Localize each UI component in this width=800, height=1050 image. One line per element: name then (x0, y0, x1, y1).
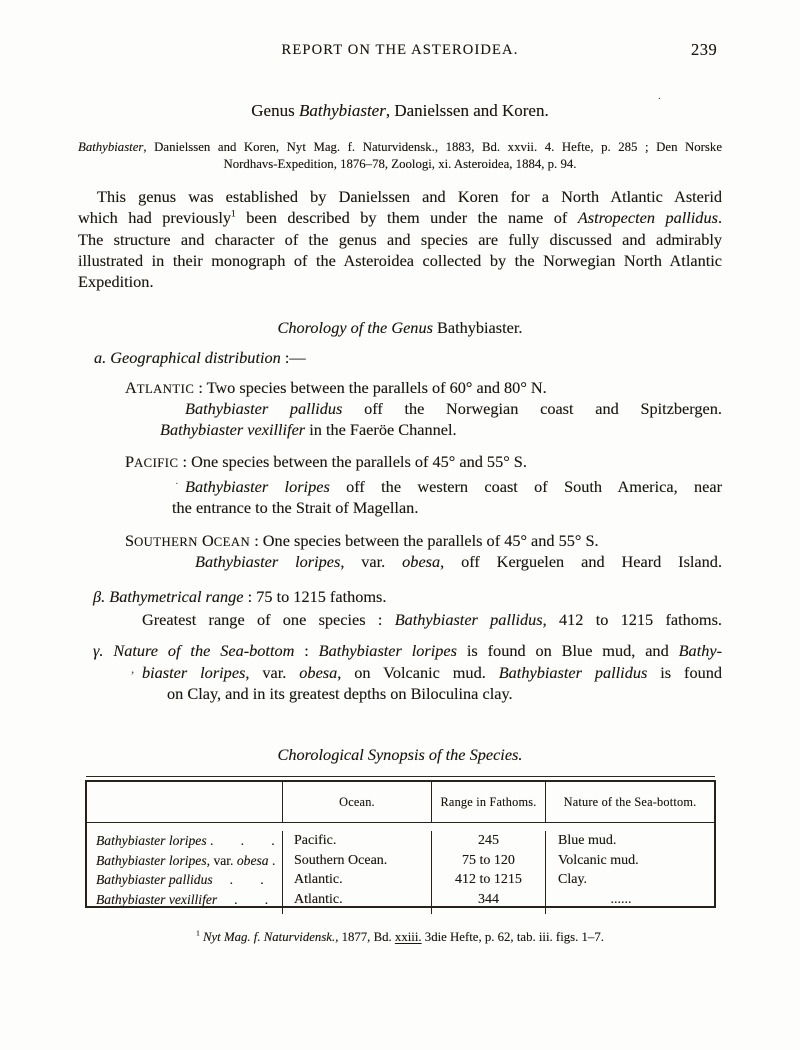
sea-bottom-column (545, 831, 714, 914)
table-header-sea-bottom: Nature of the Sea-bottom. (545, 782, 714, 822)
bathymetrical-range-line-2: Greatest range of one species : Bathybiaster pallidus, 412 to 1215 fathoms. (142, 610, 722, 629)
table-cell-species: Bathybiaster pallidus . . (96, 872, 264, 887)
southern-ocean-species-line: Bathybiaster loripes, var. obesa, off Kerguelen and Heard Island. (195, 552, 723, 571)
range-column (431, 831, 545, 914)
atlantic-species-line-1: Bathybiaster pallidus off the Norwegian coast and Spitzbergen. (185, 399, 722, 418)
geographical-distribution-heading: a. Geographical distribution :— (94, 348, 306, 367)
table-cell-sea-bottom: ...... (558, 891, 632, 907)
table-cell-species: Bathybiaster vexillifer . . (96, 891, 269, 907)
table-cell-species: Bathybiaster loripes . . . (96, 833, 275, 848)
table-cell-sea-bottom: Blue mud. (558, 833, 617, 848)
southern-ocean-label-line: SOUTHERN OCEAN : One species between the parallels of 45° and 55° S. (125, 531, 599, 550)
table-cell-range: 344 (478, 891, 499, 907)
table-cell-species: Bathybiaster loripes, var. obesa . (96, 852, 276, 868)
running-head: REPORT ON THE ASTEROIDEA. (281, 42, 519, 58)
table-header-range: Range in Fathoms. (431, 782, 545, 822)
intro-line: The structure and character of the genus and species are fully discussed and admirably (78, 229, 722, 249)
table-cell-range: 245 (478, 833, 499, 848)
table-cell-ocean: Atlantic. (294, 872, 343, 887)
sea-bottom-heading: γ. Nature of the Sea-bottom : Bathybiaster loripes is found on Blue mud, and Bathy- (93, 641, 723, 660)
bathymetrical-range-heading: β. Bathymetrical range : 75 to 1215 fathoms. (93, 587, 387, 606)
synopsis-heading: Chorological Synopsis of the Species. (277, 745, 523, 764)
intro-line: which had previously$^1$ been described by them under the name of Astropecten pallidus. (78, 208, 723, 228)
pacific-label-line: PACIFIC : One species between the parallels of 45° and 55° S. (125, 452, 527, 471)
intro-paragraph (78, 187, 722, 293)
intro-line: This genus was established by Danielssen and Koren for a North Atlantic Asterid (97, 187, 722, 206)
table-cell-ocean: Atlantic. (294, 891, 343, 907)
citation-line-1: Bathybiaster, Danielssen and Koren, Nyt Mag. f. Naturvidensk., 1883, Bd. xxvii. 4. Hefte, p. 285 ; Den Norske (78, 140, 722, 154)
table-cell-sea-bottom: Clay. (558, 872, 588, 887)
sea-bottom-line-3: on Clay, and in its greatest depths on Biloculina clay. (167, 684, 513, 703)
citation-line-2: Nordhavs-Expedition, 1876–78, Zoologi, xi. Asteroidea, 1884, p. 94. (223, 157, 577, 171)
table-header-row (87, 782, 714, 823)
genus-heading: Genus Bathybiaster, Danielssen and Koren. (251, 101, 549, 120)
atlantic-species-line-2: Bathybiaster vexillifer in the Faeröe Channel. (160, 420, 457, 439)
table-header-species (87, 782, 282, 822)
sea-bottom-line-2: biaster loripes, var. obesa, on Volcanic mud. Bathybiaster pallidus is found (142, 663, 723, 682)
pacific-species-line-1: Bathybiaster loripes off the western coast of South America, near (185, 477, 722, 496)
scan-speck: , (131, 661, 135, 676)
table-cell-ocean: Pacific. (294, 833, 337, 848)
scan-speck: . (658, 90, 661, 102)
ocean-column (282, 831, 431, 914)
pacific-species-line-2: the entrance to the Strait of Magellan. (172, 498, 419, 517)
atlantic-label-line: ATLANTIC : Two species between the parallels of 60° and 80° N. (125, 378, 547, 397)
intro-line: Expedition. (78, 272, 154, 292)
chorology-heading: Chorology of the Genus Bathybiaster. (277, 318, 523, 337)
table-cell-range: 412 to 1215 (455, 872, 522, 887)
species-column (87, 831, 282, 914)
table-header-ocean: Ocean. (282, 782, 431, 822)
footnote: $^1$ Nyt Mag. f. Naturvidensk., 1877, Bd. xxiii. 3die Hefte, p. 62, tab. iii. figs. 1–7. (196, 928, 604, 944)
table-cell-sea-bottom: Volcanic mud. (558, 852, 639, 868)
synopsis-table (85, 780, 716, 908)
table-cell-ocean: Southern Ocean. (294, 852, 388, 868)
intro-line: illustrated in their monograph of the Asteroidea collected by the Norwegian North Atlantic (78, 250, 722, 270)
table-cell-range: 75 to 120 (462, 852, 515, 868)
scan-speck: · (175, 478, 179, 490)
page-number: 239 (691, 40, 718, 59)
table-body (87, 823, 714, 914)
